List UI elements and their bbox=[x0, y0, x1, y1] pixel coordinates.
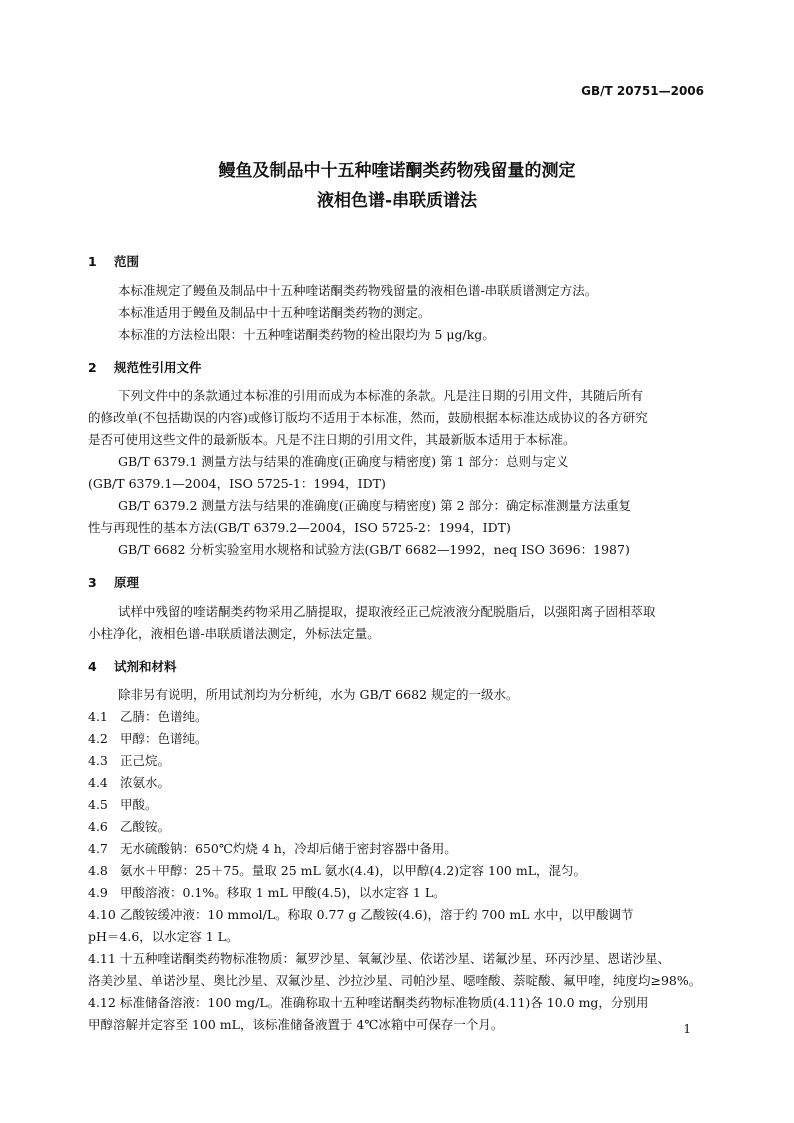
list-item bbox=[88, 819, 170, 835]
paragraph-line: 小柱净化，液相色谱-串联质谱法测定，外标法定量。 bbox=[88, 626, 380, 641]
item-text: 甲醇：色谱纯。 bbox=[120, 731, 208, 746]
paragraph-line: 的修改单(不包括勘误的内容)或修订版均不适用于本标准，然而，鼓励根据本标准达成协议的各方研究 bbox=[88, 410, 648, 425]
section-number: 1 bbox=[88, 254, 97, 269]
section-1-heading bbox=[88, 252, 139, 270]
reference-line: GB/T 6379.1 测量方法与结果的准确度(正确度与精密度) 第 1 部分：总则与定义 bbox=[118, 454, 569, 469]
standard-code: GB/T 20751—2006 bbox=[581, 84, 704, 98]
paragraph-line: 本标准规定了鳗鱼及制品中十五种喹诺酮类药物残留量的液相色谱-串联质谱测定方法。 bbox=[118, 283, 598, 298]
item-text: 甲酸溶液：0.1%。移取 1 mL 甲酸(4.5)，以水定容 1 L。 bbox=[120, 885, 446, 900]
item-number: 4.5 bbox=[88, 797, 108, 812]
item-number: 4.11 bbox=[88, 951, 116, 966]
item-number: 4.12 bbox=[88, 995, 116, 1010]
item-number: 4.2 bbox=[88, 731, 108, 746]
section-3-heading bbox=[88, 573, 139, 591]
paragraph-line: 下列文件中的条款通过本标准的引用而成为本标准的条款。凡是注日期的引用文件，其随后所有 bbox=[118, 388, 644, 403]
item-text: 十五种喹诺酮类药物标准物质：氟罗沙星、氧氟沙星、依诺沙星、诺氟沙星、环丙沙星、恩诺沙星、 bbox=[120, 951, 671, 966]
section-number: 2 bbox=[88, 360, 97, 375]
item-continuation: pH＝4.6，以水定容 1 L。 bbox=[88, 929, 239, 944]
item-text: 氨水＋甲醇：25＋75。量取 25 mL 氨水(4.4)，以甲醇(4.2)定容 100 mL，混匀。 bbox=[120, 863, 587, 878]
item-continuation: 洛美沙星、单诺沙星、奥比沙星、双氟沙星、沙拉沙星、司帕沙星、噁喹酸、萘啶酸、氟甲喹，纯度均≥98%。 bbox=[88, 973, 702, 988]
list-item bbox=[88, 885, 446, 901]
list-item bbox=[88, 907, 633, 923]
item-text: 正己烷。 bbox=[120, 753, 171, 768]
item-text: 浓氨水。 bbox=[120, 775, 171, 790]
document-title-line-2: 液相色谱-串联质谱法 bbox=[316, 191, 478, 211]
paragraph-line: 试样中残留的喹诺酮类药物采用乙腈提取，提取液经正己烷液液分配脱脂后，以强阳离子固相萃取 bbox=[118, 604, 656, 619]
list-item bbox=[88, 731, 208, 747]
reference-line: GB/T 6379.2 测量方法与结果的准确度(正确度与精密度) 第 2 部分：确定标准测量方法重复 bbox=[118, 498, 632, 513]
list-item bbox=[88, 797, 158, 813]
list-item bbox=[88, 995, 648, 1011]
item-number: 4.1 bbox=[88, 709, 108, 724]
section-number: 3 bbox=[88, 575, 97, 590]
reference-line: (GB/T 6379.1—2004，ISO 5725-1：1994，IDT) bbox=[88, 476, 386, 491]
item-number: 4.4 bbox=[88, 775, 108, 790]
paragraph-line: 除非另有说明，所用试剂均为分析纯，水为 GB/T 6682 规定的一级水。 bbox=[118, 687, 519, 702]
list-item bbox=[88, 841, 457, 857]
item-number: 4.3 bbox=[88, 753, 108, 768]
item-number: 4.7 bbox=[88, 841, 108, 856]
item-text: 乙酸铵缓冲液：10 mmol/L。称取 0.77 g 乙酸铵(4.6)，溶于约 700 mL 水中，以甲酸调节 bbox=[120, 907, 634, 922]
item-text: 乙腈：色谱纯。 bbox=[120, 709, 208, 724]
section-title: 规范性引用文件 bbox=[114, 360, 202, 375]
item-continuation: 甲醇溶解并定容至 100 mL，该标准储备液置于 4℃冰箱中可保存一个月。 bbox=[88, 1017, 504, 1032]
list-item bbox=[88, 775, 170, 791]
paragraph-line: 本标准适用于鳗鱼及制品中十五种喹诺酮类药物的测定。 bbox=[118, 305, 431, 320]
paragraph-line: 本标准的方法检出限：十五种喹诺酮类药物的检出限均为 5 μg/kg。 bbox=[118, 327, 495, 342]
list-item bbox=[88, 753, 170, 769]
document-title-line-1: 鳗鱼及制品中十五种喹诺酮类药物残留量的测定 bbox=[218, 161, 576, 181]
item-number: 4.9 bbox=[88, 885, 108, 900]
list-item bbox=[88, 863, 586, 879]
section-2-heading bbox=[88, 358, 202, 376]
reference-line: GB/T 6682 分析实验室用水规格和试验方法(GB/T 6682—1992，neq ISO 3696：1987) bbox=[118, 542, 630, 557]
item-text: 标准储备溶液：100 mg/L。准确称取十五种喹诺酮类药物标准物质(4.11)各 10.0 mg，分别用 bbox=[120, 995, 649, 1010]
page-number: 1 bbox=[683, 1022, 691, 1036]
section-title: 范围 bbox=[114, 254, 140, 269]
section-title: 原理 bbox=[114, 575, 140, 590]
item-number: 4.6 bbox=[88, 819, 108, 834]
section-4-heading bbox=[88, 657, 177, 675]
item-text: 甲酸。 bbox=[120, 797, 158, 812]
section-title: 试剂和材料 bbox=[114, 659, 177, 674]
item-number: 4.10 bbox=[88, 907, 116, 922]
item-text: 无水硫酸钠：650℃灼烧 4 h，冷却后储于密封容器中备用。 bbox=[120, 841, 457, 856]
item-text: 乙酸铵。 bbox=[120, 819, 171, 834]
paragraph-line: 是否可使用这些文件的最新版本。凡是不注日期的引用文件，其最新版本适用于本标准。 bbox=[88, 432, 576, 447]
section-number: 4 bbox=[88, 659, 97, 674]
reference-line: 性与再现性的基本方法(GB/T 6379.2—2004，ISO 5725-2：1994，IDT) bbox=[88, 520, 511, 535]
list-item bbox=[88, 951, 670, 967]
item-number: 4.8 bbox=[88, 863, 108, 878]
list-item bbox=[88, 709, 208, 725]
